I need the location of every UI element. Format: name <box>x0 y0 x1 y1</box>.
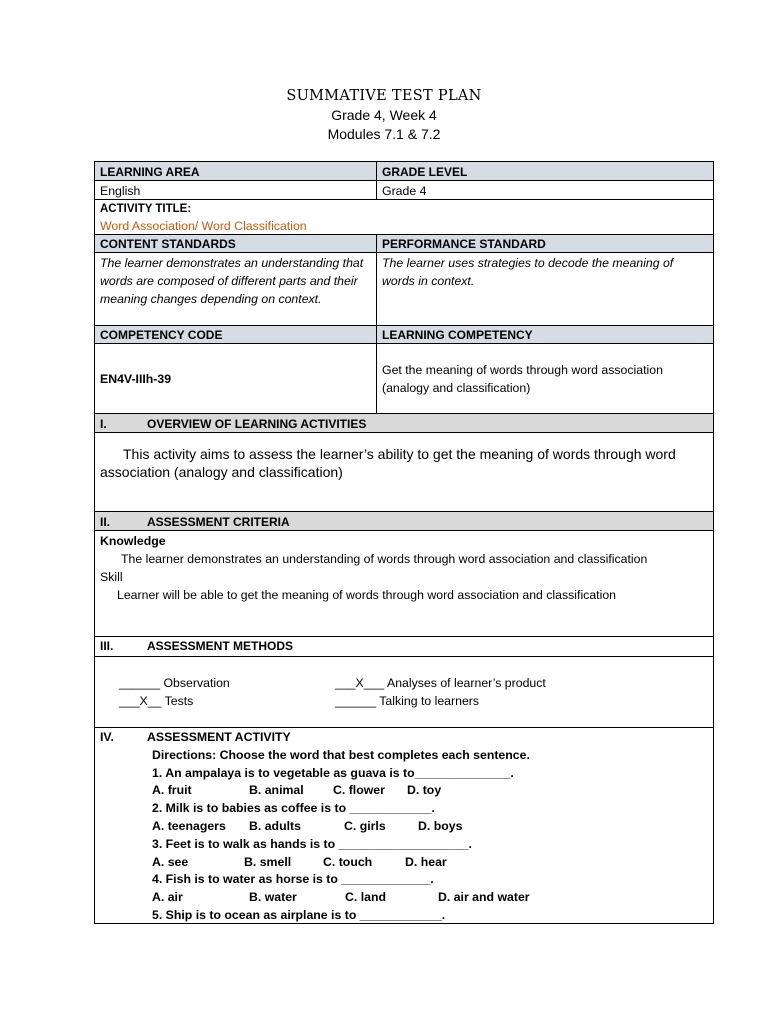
activity-title-value: Word Association/ Word Classification <box>100 219 307 233</box>
performance-standard-text: The learner uses strategies to decode the meaning of words in context. <box>382 256 674 288</box>
method-analyses <box>335 674 546 692</box>
method-label: Observation <box>163 676 230 690</box>
content-standards-label: CONTENT STANDARDS <box>95 235 377 252</box>
method-talking <box>335 692 479 710</box>
method-label: Tests <box>164 694 194 708</box>
activity-title-cell <box>95 200 713 234</box>
activity-title-label: ACTIVITY TITLE: <box>100 203 192 215</box>
table-row <box>94 161 714 181</box>
grade-level-label: GRADE LEVEL <box>377 162 713 180</box>
table-row <box>94 433 714 512</box>
learning-competency-label: LEARNING COMPETENCY <box>377 326 713 343</box>
method-mark: ______ <box>119 676 161 690</box>
document-subtitle: Grade 4, Week 4 <box>331 107 437 123</box>
option: B. animal <box>249 783 304 798</box>
section-2-title: ASSESSMENT CRITERIA <box>147 515 290 529</box>
option: C. land <box>345 890 386 905</box>
table-row <box>94 326 714 344</box>
option: B. adults <box>249 818 301 833</box>
option: C. girls <box>344 818 386 833</box>
option: D. boys <box>418 818 463 833</box>
option: D. hear <box>405 854 447 869</box>
option: C. flower <box>333 783 385 798</box>
table-row <box>94 728 714 924</box>
learning-competency-value: Get the meaning of words through word association (analogy and classification) <box>382 362 663 395</box>
question-1: 1. An ampalaya is to vegetable as guava is to______________. <box>152 765 514 780</box>
document-title: SUMMATIVE TEST PLAN <box>286 88 482 104</box>
options-2 <box>100 818 708 836</box>
content-standards-text: The learner demonstrates an understanding that words are composed of different parts and their meaning changes depending on context. <box>95 253 377 325</box>
method-label: Talking to learners <box>379 694 480 708</box>
question-5: 5. Ship is to ocean as airplane is to ____________. <box>152 907 446 922</box>
learning-area-label: LEARNING AREA <box>95 162 377 180</box>
section-4-number: IV. <box>100 730 114 744</box>
question-3: 3. Feet is to walk as hands is to ___________________. <box>152 836 472 851</box>
section-4-title: ASSESSMENT ACTIVITY <box>147 730 291 744</box>
option: C. touch <box>323 854 373 869</box>
section-3-header <box>95 637 713 656</box>
option: B. water <box>249 890 297 905</box>
skill-label: Skill <box>100 570 123 584</box>
table-row <box>94 344 714 414</box>
option: D. air and water <box>438 890 530 905</box>
table-row <box>94 414 714 433</box>
table-row <box>94 181 714 200</box>
method-label: Analyses of learner’s product <box>387 676 546 690</box>
section-3-title: ASSESSMENT METHODS <box>147 639 294 653</box>
test-plan-table <box>94 161 714 924</box>
skill-text: Learner will be able to get the meaning of words through word association and classification <box>117 588 616 602</box>
knowledge-label: Knowledge <box>100 534 166 548</box>
overview-text: This activity aims to assess the learner’s ability to get the meaning of words through word association (analogy and classification) <box>100 446 676 480</box>
knowledge-text: The learner demonstrates an understanding of words through word association and classification <box>121 552 648 566</box>
section-1-header <box>95 414 713 432</box>
competency-code-value: EN4V-IIIh-39 <box>95 344 377 413</box>
performance-standard-label: PERFORMANCE STANDARD <box>377 235 713 252</box>
section-4-header <box>100 729 708 747</box>
option: A. teenagers <box>152 818 226 833</box>
question-4: 4. Fish is to water as horse is to _____________. <box>152 872 434 887</box>
section-1-title: OVERVIEW OF LEARNING ACTIVITIES <box>147 417 367 431</box>
section-2-header <box>95 512 713 530</box>
method-observation <box>119 674 230 692</box>
table-row <box>94 253 714 326</box>
option: B. smell <box>244 854 292 869</box>
options-1 <box>100 782 708 800</box>
table-row <box>94 637 714 657</box>
document-modules: Modules 7.1 & 7.2 <box>327 126 441 142</box>
method-mark: ___X___ <box>335 676 385 690</box>
table-row <box>94 200 714 235</box>
assessment-activity-cell <box>95 728 713 923</box>
option: D. toy <box>407 783 442 798</box>
competency-code-label: COMPETENCY CODE <box>95 326 377 343</box>
table-row <box>94 657 714 728</box>
options-3 <box>100 854 708 872</box>
option: A. air <box>152 890 183 905</box>
table-row <box>94 531 714 637</box>
options-4 <box>100 889 708 907</box>
section-3-number: III. <box>100 639 114 653</box>
section-1-number: I. <box>100 417 107 431</box>
method-tests <box>119 692 193 710</box>
method-mark: ______ <box>335 694 377 708</box>
option: A. see <box>152 854 189 869</box>
section-2-number: II. <box>100 515 111 529</box>
learning-area-value: English <box>95 181 377 199</box>
question-2: 2. Milk is to babies as coffee is to ____________. <box>152 801 435 816</box>
method-mark: ___X__ <box>119 694 162 708</box>
table-row <box>94 512 714 531</box>
table-row <box>94 235 714 253</box>
directions-text: Directions: Choose the word that best completes each sentence. <box>152 747 530 762</box>
assessment-criteria-cell <box>95 531 713 636</box>
grade-level-value: Grade 4 <box>382 184 427 198</box>
option: A. fruit <box>152 783 192 798</box>
